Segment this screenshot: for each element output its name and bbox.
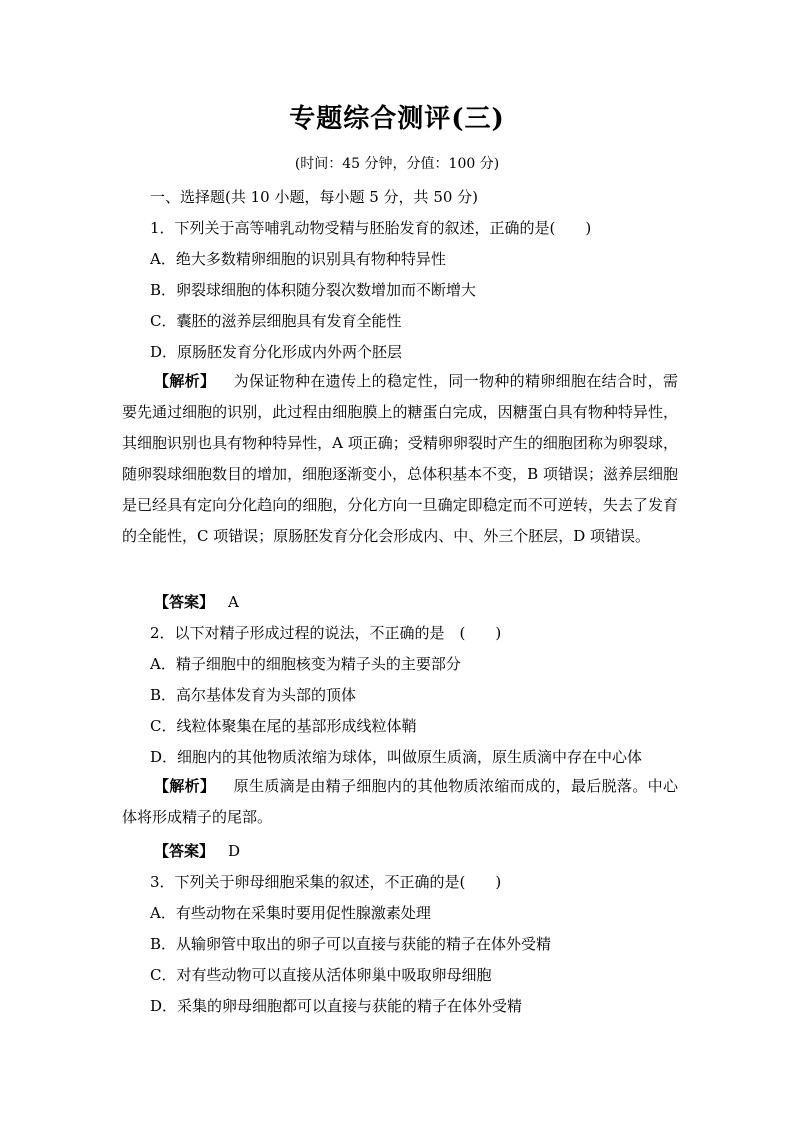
analysis-tag: 【解析】 [154,372,216,390]
question-3-option-a: A．有些动物在采集时要用促性腺激素处理 [150,904,431,922]
question-2-option-c: C．线粒体聚集在尾的基部形成线粒体鞘 [150,717,417,735]
question-2-option-d: D．细胞内的其他物质浓缩为球体，叫做原生质滴，原生质滴中存在中心体 [150,748,643,766]
question-3-option-c: C．对有些动物可以直接从活体卵巢中吸取卵母细胞 [150,966,492,984]
analysis-tag: 【解析】 [154,777,216,795]
section-heading: 一、选择题(共 10 小题，每小题 5 分，共 50 分) [150,188,479,206]
analysis-text: 为保证物种在遗传上的稳定性，同一物种的精卵细胞在结合时，需要先通过细胞的识别，此过程由细胞膜上的糖蛋白完成，因糖蛋白具有物种特异性，其细胞识别也具有物种特异性，A 项正确；受精卵卵裂时产生的细胞团称为卵裂球，随卵裂球细胞数目的增加，细胞逐渐变小，总体积基本不变，B 项错误；滋养层细胞是已经具有定向分化趋向的细胞，分化方向一旦确定即稳定而不可逆转，失去了发育的全能性，C 项错误；原肠胚发育分化会形成内、中、外三个胚层，D 项错误。 [122,372,678,545]
question-1-option-d: D．原肠胚发育分化形成内外两个胚层 [150,343,403,361]
question-2-option-a: A．精子细胞中的细胞核变为精子头的主要部分 [150,655,461,673]
question-2-answer [154,840,240,861]
exam-info: (时间：45 分钟，分值：100 分) [294,156,500,172]
question-2-option-b: B．高尔基体发育为头部的顶体 [150,686,357,704]
question-2-stem: 2．以下对精子形成过程的说法，不正确的是 ( ) [150,624,502,642]
answer-value: D [228,842,241,860]
question-3-option-b: B．从输卵管中取出的卵子可以直接与获能的精子在体外受精 [150,935,552,953]
question-3-stem: 3．下列关于卵母细胞采集的叙述，不正确的是( ) [150,873,502,891]
answer-tag: 【答案】 [154,842,215,860]
question-1-option-a: A．绝大多数精卵细胞的识别具有物种特异性 [150,250,446,268]
question-3-option-d: D．采集的卵母细胞都可以直接与获能的精子在体外受精 [150,997,523,1015]
answer-value: A [228,593,239,611]
page-title: 专题综合测评(三) [289,104,505,134]
question-1-option-c: C．囊胚的滋养层细胞具有发育全能性 [150,312,402,330]
question-1-stem: 1．下列关于高等哺乳动物受精与胚胎发育的叙述，正确的是( ) [150,219,592,237]
question-1-option-b: B．卵裂球细胞的体积随分裂次数增加而不断增大 [150,281,477,299]
question-1-answer [154,591,239,612]
answer-tag: 【答案】 [154,593,215,611]
analysis-text: 原生质滴是由精子细胞内的其他物质浓缩而成的，最后脱落。中心体将形成精子的尾部。 [122,777,678,826]
question-1-analysis [122,366,678,552]
question-2-analysis [122,771,678,833]
